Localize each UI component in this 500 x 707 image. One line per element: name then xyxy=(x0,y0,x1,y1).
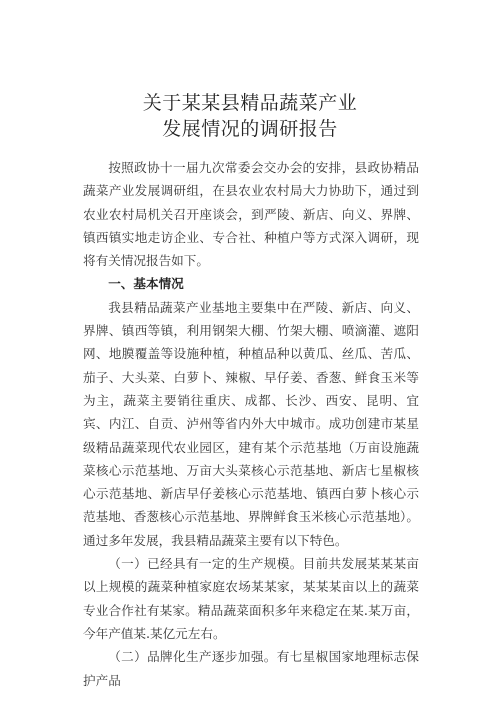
section-heading-basic-situation: 一、基本情况 xyxy=(108,276,184,292)
basic-situation-paragraph: 我县精品蔬菜产业基地主要集中在严陵、新店、向义、界牌、镇西等镇，利用钢架大棚、竹架大棚、喷滴灌、遮阳网、地膜覆盖等设施种植，种植品种以黄瓜、丝瓜、苦瓜、茄子、大头菜、白萝卜、辣椒、早仔姜、香葱、鲜食玉米等为主，蔬菜主要销往重庆、成都、长沙、西安、昆明、宜宾、内江、自贡、泸州等省内外大中城市。成功创建市某星级精品蔬菜现代农业园区，建有某个示范基地（万亩设施蔬菜核心示范基地、万亩大头菜核心示范基地、新店七星椒核心示范基地、新店早仔姜核心示范基地、镇西白萝卜核心示范基地、香葱核心示范基地、界牌鲜食玉米核心示范基地）。通过多年发展，我县精品蔬菜主要有以下特色。 xyxy=(83,299,419,548)
document-title-line-2: 发展情况的调研报告 xyxy=(162,118,338,140)
intro-paragraph: 按照政协十一届九次常委会交办会的安排，县政协精品蔬菜产业发展调研组，在县农业农村局大力协助下，通过到农业农村局机关召开座谈会，到严陵、新店、向义、界牌、镇西镇实地走访企业、专合社、种植户等方式深入调研，现将有关情况报告如下。 xyxy=(83,160,419,269)
branding-paragraph: （二）品牌化生产逐步加强。有七星椒国家地理标志保护产品 xyxy=(83,649,419,688)
document-title-line-1: 关于某某县精品蔬菜产业 xyxy=(142,92,358,114)
document-body xyxy=(83,156,419,692)
production-scale-paragraph: （一）已经具有一定的生产规模。目前共发展某某某亩以上规模的蔬菜种植家庭农场某某家，某某某亩以上的蔬菜专业合作社有某家。精品蔬菜面积多年来稳定在某.某万亩，今年产值某.某亿元左右。 xyxy=(83,556,419,641)
